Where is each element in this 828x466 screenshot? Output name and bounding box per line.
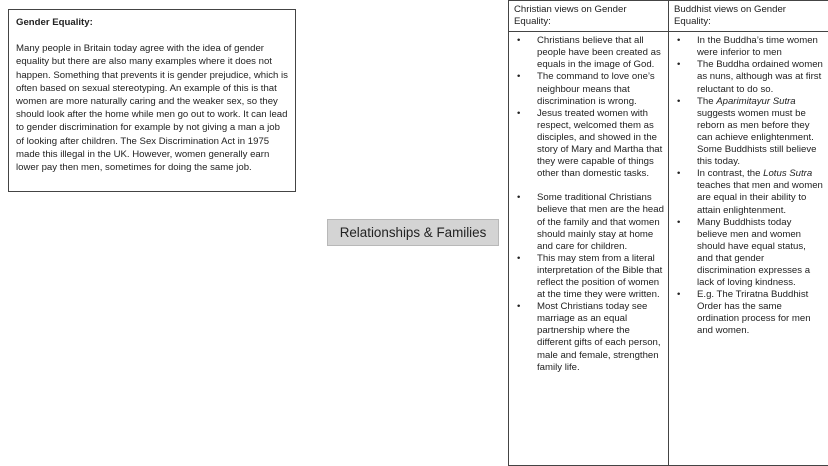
- gender-equality-box: [8, 9, 296, 192]
- list-item-text: The: [697, 95, 717, 107]
- list-item-text: suggests women must be reborn as men before they can achieve enlightenment. Some Buddhists still believe this today.: [697, 107, 817, 168]
- christian-cell: [509, 32, 669, 466]
- gender-equality-body: Many people in Britain today agree with the idea of gender equality but there are also many examples where it does not happen. Something that prevents it is gender prejudice, which is often based on sexual stereotyping. An example of this is that women are more naturally caring and the weaker sex, so they should look after the home while men go out to work. It can lead to gender discrimination for example by not giving a man a job of looking after children. The Sex Discrimination Act in 1975 made this illegal in the UK. However, women generally earn lower pay then men, sometimes for doing the same job.: [16, 43, 288, 174]
- buddhist-bullet-list: [673, 35, 824, 337]
- buddhist-header: Buddhist views on Gender Equality:: [669, 1, 828, 32]
- list-item: • Most Christians today see marriage as an equal partnership where the different gifts of each person, male and female, strengthen family life.: [513, 301, 664, 374]
- list-item: • Many Buddhists today believe men and women should have equal status, and that gender discrimination expresses a lack of loving kindness.: [673, 217, 824, 290]
- views-table-body-row: [509, 32, 828, 466]
- list-item: • Jesus treated women with respect, welcomed them as disciples, and showed in the story of Mary and Martha that they were capable of things other than domestic tasks.: [513, 108, 664, 181]
- list-item: • Some traditional Christians believe that men are the head of the family and that women should mainly stay at home and care for children.: [513, 192, 664, 252]
- list-item: • This may stem from a literal interpretation of the Bible that reflect the position of women at the time they were written.: [513, 253, 664, 301]
- topic-label: Relationships & Families: [327, 219, 499, 246]
- scripture-title: Aparimitayur Sutra: [716, 95, 796, 107]
- list-item: [673, 168, 824, 216]
- gender-equality-title: Gender Equality:: [16, 17, 93, 28]
- list-item: [673, 96, 824, 169]
- list-item: • Christians believe that all people have been created as equals in the image of God.: [513, 35, 664, 71]
- christian-bullet-list: [513, 35, 664, 374]
- list-item: • E.g. The Triratna Buddhist Order has the same ordination process for men and women.: [673, 289, 824, 337]
- list-item-text: teaches that men and women are equal in their ability to attain enlightenment.: [697, 180, 823, 216]
- list-item: • The Buddha ordained women as nuns, although was at first reluctant to do so.: [673, 59, 824, 95]
- views-table: [508, 0, 828, 466]
- list-item-text: In contrast, the: [697, 168, 764, 180]
- views-table-header-row: [509, 1, 828, 32]
- buddhist-cell: [669, 32, 828, 466]
- list-item: • In the Buddha’s time women were inferior to men: [673, 35, 824, 59]
- scripture-title: Lotus Sutra: [763, 168, 813, 180]
- list-item: • The command to love one’s neighbour means that discrimination is wrong.: [513, 71, 664, 107]
- christian-header: Christian views on Gender Equality:: [509, 1, 669, 32]
